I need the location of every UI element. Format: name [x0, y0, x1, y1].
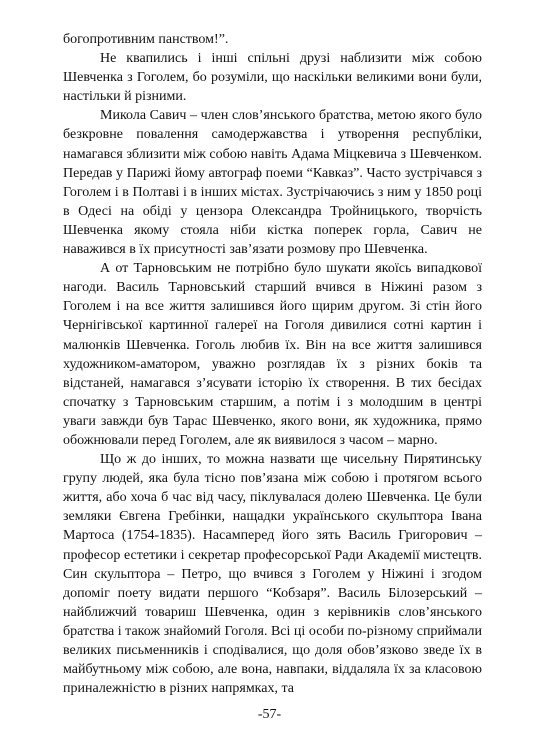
- paragraph-continuation: богопротивним панством!”.: [63, 32, 229, 47]
- paragraph-friends: Не квапились і інші спільні друзі наблизити між собою Шевченка з Гоголем, бо розуміли, що наскільки великими вони були, настільки й різними.: [63, 51, 482, 105]
- paragraph-savych: Микола Савич – член слов’янського братства, метою якого було безкровне повалення самодержавства і утворення республіки, намагався зблизити між собою навіть Адама Міцкевича з Шевченком. Передав у Парижі йому автограф поеми “Кавказ”. Часто зустрічався з Гоголем і в Полтаві і в інших містах. Зустрічаючись з ним у 1850 році в Одесі на обіді у цензора Олександра Тройницького, творчість Шевченка якому стояла ніби кістка поперек горла, Савич не наважився в їх присутності зав’язати розмову про Шевченка.: [63, 108, 482, 258]
- paragraph-pyriatyn-group: Що ж до інших, то можна назвати ще чисельну Пирятинську групу людей, яка була тісно пов’язана між собою і протягом всього життя, або хоча б час від часу, піклувалася долею Шевченка. Це були земляки Євгена Гребінки, нащадки українського скульптора Івана Мартоса (1754-1835). Насамперед його зять Василь Григорович – професор естетики і секретар професорської Ради Академії мистецтв. Син скульптора – Петро, що вчився з Гоголем у Ніжині і згодом допоміг поету видати першого “Кобзаря”. Василь Білозерський – найближчий товариш Шевченка, один з керівників слов’янського братства і також знайомий Гоголя. Всі ці особи по-різному сприймали великих письменників і сподівалися, що доля обов’язково зведе їх в майбутньому між собою, але вона, навпаки, віддаляла їх за класовою приналежністю в різних напрямках, та: [63, 452, 482, 697]
- paragraph-tarnovsky: А от Тарновським не потрібно було шукати якоїсь випадкової нагоди. Василь Тарновський старший вчився в Ніжині разом з Гоголем і на все життя залишився його щирим другом. Зі стін його Чернігівської картинної галереї на Гоголя дивилися сотні картин і малюнків Шевченка. Гоголь любив їх. Він на все життя залишився художником-аматором, уважно розглядав їх з різних боків та відстаней, намагався з’ясувати історію їх створення. В тих бесідах спочатку з Тарновським старшим, а потім і з молодшим в центрі уваги завжди був Тарас Шевченко, якого вони, як художника, прямо обожнювали перед Гоголем, але як виявилося з часом – марно.: [63, 261, 482, 448]
- body-text: [63, 30, 482, 698]
- page-number: -57-: [257, 707, 282, 722]
